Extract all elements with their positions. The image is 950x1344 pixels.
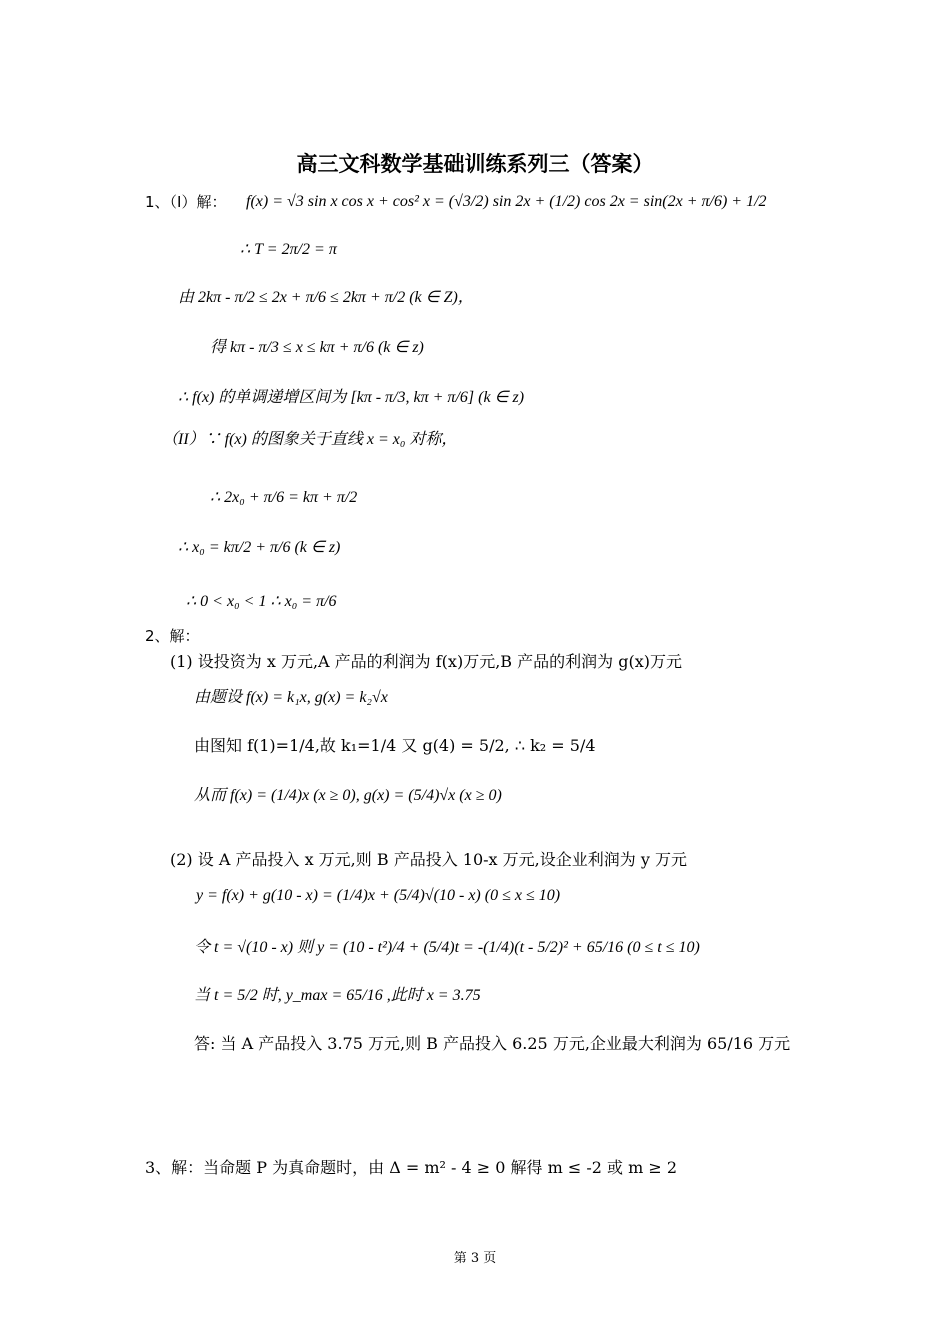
- problem-2-step-4: 从而 f(x) = (1/4)x (x ≥ 0), g(x) = (5/4)√x (x ≥ 0): [194, 787, 502, 804]
- problem-2-step-7: 令 t = √(10 - x) 则 y = (10 - t²)/4 + (5/4)t = -(1/4)(t - 5/2)² + 65/16 (0 ≤ t ≤ 10): [194, 939, 700, 956]
- problem-2-answer: 答: 当 A 产品投入 3.75 万元,则 B 产品投入 6.25 万元,企业最大利润为 65/16 万元: [194, 1034, 791, 1053]
- problem-2-step-2: 由题设 f(x) = k₁x, g(x) = k₂√x: [194, 689, 388, 706]
- problem-1-equation-3: ∴ 0 < x₀ < 1 ∴ x₀ = π/6: [186, 593, 337, 610]
- problem-2-heading: 2、解：: [145, 627, 200, 645]
- problem-1-equation-2: ∴ x₀ = kπ/2 + π/6 (k ∈ z): [178, 539, 341, 556]
- page-title: 高三文科数学基础训练系列三（答案）: [296, 152, 654, 176]
- problem-2-step-1: (1) 设投资为 x 万元,A 产品的利润为 f(x)万元,B 产品的利润为 g(x)万元: [170, 652, 682, 671]
- problem-1-function: f(x) = √3 sin x cos x + cos² x = (√3/2) sin 2x + (1/2) cos 2x = sin(2x + π/6) + 1/2: [246, 193, 767, 210]
- problem-2-step-5: (2) 设 A 产品投入 x 万元,则 B 产品投入 10-x 万元,设企业利润为 y 万元: [170, 850, 687, 869]
- problem-1-solution: 得 kπ - π/3 ≤ x ≤ kπ + π/6 (k ∈ z): [210, 339, 424, 356]
- problem-1-part-2: （II）∵ f(x) 的图象关于直线 x = x₀ 对称，: [162, 431, 458, 448]
- problem-2-step-8: 当 t = 5/2 时, y_max = 65/16 ,此时 x = 3.75: [194, 987, 481, 1004]
- problem-1-equation-1: ∴ 2x₀ + π/6 = kπ + π/2: [210, 489, 358, 506]
- problem-1-inequality: 由 2kπ - π/2 ≤ 2x + π/6 ≤ 2kπ + π/2 (k ∈ Z)，: [178, 289, 474, 306]
- page-number: 第 3 页: [453, 1251, 497, 1266]
- problem-3-text: 3、解：当命题 P 为真命题时，由 Δ = m² - 4 ≥ 0 解得 m ≤ -2 或 m ≥ 2: [145, 1158, 678, 1177]
- problem-1-heading: 1、（I）解：: [145, 193, 227, 211]
- problem-1-period: ∴ T = 2π/2 = π: [240, 241, 337, 258]
- problem-1-monotonic-interval: ∴ f(x) 的单调递增区间为 [kπ - π/3, kπ + π/6] (k ∈ z): [178, 389, 525, 406]
- problem-2-step-3: 由图知 f(1)=1/4,故 k₁=1/4 又 g(4) = 5/2, ∴ k₂ = 5/4: [194, 736, 596, 755]
- problem-2-step-6: y = f(x) + g(10 - x) = (1/4)x + (5/4)√(10 - x) (0 ≤ x ≤ 10): [196, 887, 561, 904]
